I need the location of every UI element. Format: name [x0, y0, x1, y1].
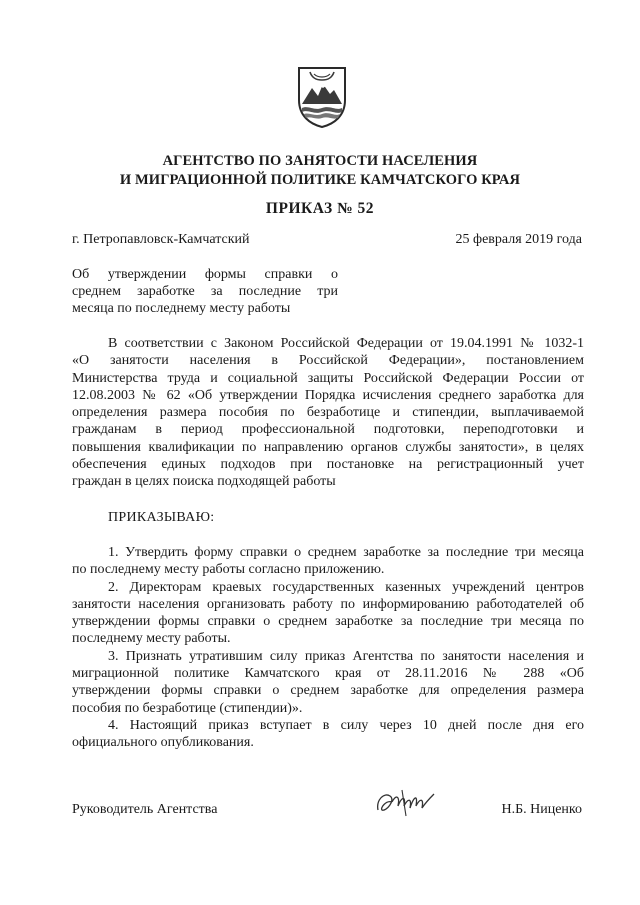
subject-line: месяца по последнему месту работы [72, 301, 291, 316]
item-line: 4. Настоящий приказ вступает в силу через 10 дней после дня его [108, 717, 584, 733]
preamble-line: обеспечения единых подходов при постановке на регистрационный учет [72, 457, 584, 473]
order-title: ПРИКАЗ № 52 [265, 200, 375, 217]
preamble-line: гражданам в период профессиональной подготовки, переподготовки и [72, 422, 584, 438]
order-item-1 [72, 544, 584, 579]
preamble-line: 12.08.2003 № 62 «Об утверждении Порядка исчисления среднего заработка для [72, 387, 584, 403]
handwritten-signature [372, 786, 436, 820]
subject-line: Об утверждении формы справки о [72, 267, 338, 282]
order-items [72, 544, 584, 752]
preamble-line: Министерства труда и социальной защиты Российской Федерации России от [72, 370, 584, 386]
item-line: официального опубликования. [72, 735, 254, 751]
preamble-line: определения размера пособия по безработице и стипендии, выплачиваемой [72, 405, 584, 421]
item-line: последнему месту работы. [72, 631, 231, 647]
preamble-line: В соответствии с Законом Российской Федерации от 19.04.1991 № 1032-1 [108, 336, 584, 351]
item-line: 3. Признать утратившим силу приказ Агентства по занятости населения и [108, 648, 584, 664]
order-item-3 [72, 648, 584, 717]
order-directive-word: ПРИКАЗЫВАЮ: [108, 510, 215, 525]
order-item-4 [72, 717, 584, 752]
order-subject [72, 266, 338, 317]
preamble-line: граждан в целях поиска подходящей работы [72, 474, 336, 490]
preamble [72, 335, 584, 491]
subject-line: среднем заработке за последние три [72, 284, 338, 299]
item-line: 1. Утвердить форму справки о среднем заработке за последние три месяца [108, 545, 584, 560]
order-date: 25 февраля 2019 года [455, 232, 582, 247]
preamble-line: повышения квалификации по направлению органов службы занятости», в целях [72, 439, 584, 455]
agency-line-1: АГЕНТСТВО ПО ЗАНЯТОСТИ НАСЕЛЕНИЯ [162, 153, 478, 169]
item-line: миграционной политике Камчатского края от 28.11.2016 № 288 «Об [72, 666, 584, 682]
signatory-position: Руководитель Агентства [72, 802, 218, 817]
item-line: утверждении формы справки о среднем заработке за последние три месяца по [72, 614, 584, 630]
item-line: пособия по безработице (стипендии)». [72, 700, 303, 716]
item-line: по последнему месту работы согласно приложению. [72, 562, 385, 578]
preamble-line: «О занятости населения в Российской Федерации», постановлением [72, 353, 584, 369]
kamchatka-coat-of-arms-icon [296, 64, 348, 128]
place-of-issue: г. Петропавловск-Камчатский [72, 232, 250, 247]
signatory-name: Н.Б. Ниценко [501, 802, 582, 817]
item-line: занятости населения организовать работу по информированию работодателей об [72, 596, 584, 612]
item-line: 2. Директорам краевых государственных казенных учреждений центров [108, 579, 584, 595]
agency-name [70, 152, 570, 190]
agency-line-2: И МИГРАЦИОННОЙ ПОЛИТИКЕ КАМЧАТСКОГО КРАЯ [119, 172, 521, 188]
item-line: утверждении формы справки о среднем заработке для определения размера [72, 683, 584, 699]
order-item-2 [72, 579, 584, 648]
